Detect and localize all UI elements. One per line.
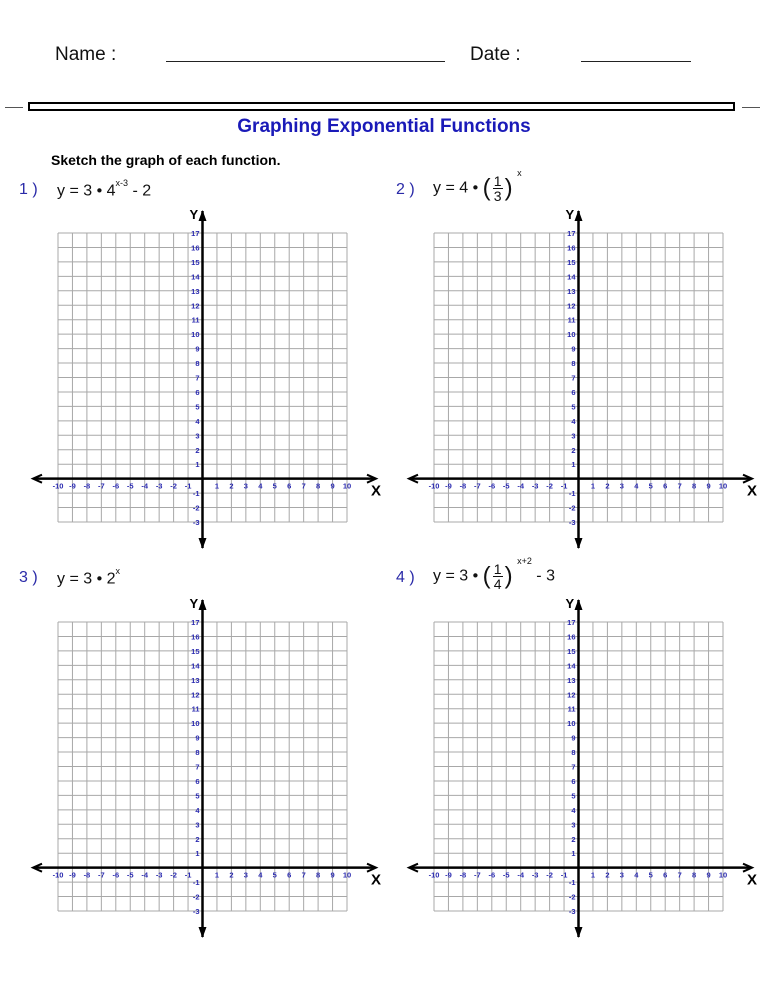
svg-text:9: 9: [330, 481, 335, 491]
svg-text:4: 4: [634, 870, 639, 880]
svg-text:9: 9: [571, 733, 576, 743]
svg-text:1: 1: [214, 870, 220, 880]
svg-text:-2: -2: [192, 892, 200, 902]
svg-text:14: 14: [567, 272, 576, 282]
svg-text:-4: -4: [517, 481, 525, 491]
svg-text:2: 2: [229, 870, 234, 880]
eq-prefix: y = 3 • 2: [57, 570, 116, 588]
svg-text:-10: -10: [52, 870, 64, 880]
svg-text:-3: -3: [192, 907, 200, 916]
worksheet-title: Graphing Exponential Functions: [237, 116, 531, 137]
svg-text:1: 1: [195, 849, 200, 859]
svg-text:7: 7: [571, 762, 576, 772]
svg-text:11: 11: [567, 315, 576, 325]
svg-text:17: 17: [191, 618, 200, 627]
svg-text:-1: -1: [184, 481, 192, 491]
svg-text:3: 3: [195, 820, 200, 830]
svg-text:3: 3: [619, 870, 624, 880]
svg-text:-1: -1: [184, 870, 192, 880]
name-label: Name :: [55, 44, 117, 65]
svg-text:5: 5: [648, 870, 653, 880]
svg-text:-9: -9: [445, 481, 452, 491]
svg-text:7: 7: [677, 870, 682, 880]
svg-text:7: 7: [195, 762, 200, 772]
svg-text:7: 7: [677, 481, 682, 491]
svg-text:9: 9: [706, 481, 711, 491]
svg-text:-7: -7: [474, 481, 481, 491]
svg-text:17: 17: [191, 229, 200, 238]
svg-text:-5: -5: [126, 870, 134, 880]
svg-text:4: 4: [195, 805, 200, 815]
svg-text:7: 7: [301, 870, 306, 880]
svg-text:12: 12: [567, 690, 576, 700]
problem-3-number: 3 ): [19, 569, 38, 586]
svg-text:3: 3: [195, 431, 200, 441]
svg-text:-9: -9: [69, 481, 76, 491]
svg-text:8: 8: [571, 748, 576, 758]
svg-text:17: 17: [567, 618, 576, 627]
y-axis-label: Y: [565, 207, 575, 222]
open-paren: (: [482, 562, 491, 590]
svg-text:7: 7: [301, 481, 306, 491]
svg-text:-3: -3: [568, 518, 576, 527]
frac-numerator: 1: [493, 561, 502, 577]
svg-text:10: 10: [342, 870, 352, 880]
svg-text:-3: -3: [568, 907, 576, 916]
svg-text:8: 8: [195, 359, 200, 369]
x-axis-label: X: [747, 871, 758, 889]
svg-text:-3: -3: [155, 481, 163, 491]
svg-text:5: 5: [571, 402, 576, 412]
svg-text:7: 7: [195, 373, 200, 383]
svg-text:-2: -2: [546, 481, 553, 491]
svg-text:-2: -2: [568, 503, 576, 513]
svg-text:10: 10: [718, 481, 728, 491]
svg-text:-8: -8: [459, 481, 467, 491]
svg-text:-5: -5: [502, 481, 510, 491]
svg-text:6: 6: [195, 387, 200, 397]
svg-text:-3: -3: [531, 481, 539, 491]
svg-text:7: 7: [571, 373, 576, 383]
svg-text:8: 8: [571, 359, 576, 369]
svg-text:15: 15: [567, 646, 576, 656]
frac-denominator: 3: [493, 188, 502, 204]
svg-text:4: 4: [634, 481, 639, 491]
svg-text:16: 16: [191, 632, 200, 642]
svg-text:10: 10: [567, 330, 576, 340]
eq-suffix: - 3: [531, 567, 555, 585]
svg-text:5: 5: [195, 402, 200, 412]
svg-text:-7: -7: [98, 481, 105, 491]
y-axis-up-arrow-icon: [575, 599, 583, 610]
svg-text:13: 13: [567, 286, 576, 296]
svg-text:10: 10: [567, 719, 576, 729]
svg-text:8: 8: [692, 870, 697, 880]
svg-text:-10: -10: [52, 481, 64, 491]
svg-text:10: 10: [718, 870, 728, 880]
svg-text:11: 11: [567, 704, 576, 714]
svg-text:9: 9: [330, 870, 335, 880]
svg-text:6: 6: [195, 776, 200, 786]
y-axis-label: Y: [189, 596, 199, 611]
svg-text:3: 3: [243, 481, 248, 491]
svg-text:13: 13: [191, 675, 200, 685]
x-axis-label: X: [371, 871, 382, 889]
svg-text:-8: -8: [83, 870, 91, 880]
problem-4-number: 4 ): [396, 569, 415, 586]
svg-text:1: 1: [571, 849, 576, 859]
svg-text:-1: -1: [560, 870, 568, 880]
close-paren: ): [504, 174, 513, 202]
svg-text:16: 16: [567, 243, 576, 253]
svg-text:10: 10: [191, 719, 200, 729]
svg-text:3: 3: [243, 870, 248, 880]
svg-text:15: 15: [191, 257, 200, 267]
svg-text:5: 5: [272, 481, 277, 491]
svg-text:-2: -2: [568, 892, 576, 902]
svg-text:6: 6: [287, 481, 292, 491]
svg-text:2: 2: [605, 870, 610, 880]
svg-text:6: 6: [287, 870, 292, 880]
svg-text:8: 8: [316, 481, 321, 491]
svg-text:11: 11: [191, 704, 200, 714]
eq-suffix: - 2: [128, 182, 152, 200]
svg-text:12: 12: [191, 301, 200, 311]
svg-text:-2: -2: [170, 481, 177, 491]
svg-text:16: 16: [191, 243, 200, 253]
svg-text:-2: -2: [192, 503, 200, 513]
svg-text:-10: -10: [428, 481, 440, 491]
svg-text:4: 4: [258, 870, 263, 880]
svg-text:-7: -7: [98, 870, 105, 880]
svg-text:1: 1: [195, 460, 200, 470]
svg-text:-6: -6: [488, 870, 496, 880]
svg-text:-7: -7: [474, 870, 481, 880]
svg-text:-3: -3: [192, 518, 200, 527]
svg-text:5: 5: [195, 791, 200, 801]
svg-text:6: 6: [663, 481, 668, 491]
svg-text:6: 6: [571, 387, 576, 397]
svg-text:-6: -6: [112, 870, 120, 880]
svg-text:9: 9: [195, 733, 200, 743]
svg-text:15: 15: [191, 646, 200, 656]
svg-text:12: 12: [567, 301, 576, 311]
svg-text:-2: -2: [546, 870, 553, 880]
svg-text:11: 11: [191, 315, 200, 325]
svg-text:-6: -6: [488, 481, 496, 491]
svg-text:-1: -1: [560, 481, 568, 491]
close-paren: ): [504, 562, 513, 590]
open-paren: (: [482, 174, 491, 202]
x-axis-label: X: [371, 482, 382, 500]
svg-text:4: 4: [258, 481, 263, 491]
svg-text:3: 3: [619, 481, 624, 491]
svg-text:-2: -2: [170, 870, 177, 880]
eq-exponent: x+2: [517, 556, 532, 567]
svg-text:-5: -5: [502, 870, 510, 880]
svg-text:14: 14: [191, 272, 200, 282]
svg-text:9: 9: [195, 344, 200, 354]
eq-prefix: y = 3 • 4: [57, 182, 116, 200]
svg-text:-3: -3: [531, 870, 539, 880]
svg-text:1: 1: [571, 460, 576, 470]
svg-text:14: 14: [567, 661, 576, 671]
eq-prefix: y = 3 •: [433, 567, 479, 585]
svg-text:8: 8: [692, 481, 697, 491]
x-axis-label: X: [747, 482, 758, 500]
svg-text:6: 6: [571, 776, 576, 786]
svg-text:16: 16: [567, 632, 576, 642]
svg-text:10: 10: [191, 330, 200, 340]
y-axis-label: Y: [565, 596, 575, 611]
svg-text:2: 2: [605, 481, 610, 491]
svg-text:3: 3: [571, 820, 576, 830]
svg-text:5: 5: [571, 791, 576, 801]
problem-1-number: 1 ): [19, 181, 38, 198]
date-label: Date :: [470, 44, 521, 65]
svg-text:9: 9: [571, 344, 576, 354]
frac-denominator: 4: [493, 576, 502, 592]
svg-text:-4: -4: [517, 870, 525, 880]
y-axis-down-arrow-icon: [575, 927, 583, 938]
svg-text:4: 4: [571, 805, 576, 815]
svg-text:2: 2: [571, 834, 576, 844]
svg-text:15: 15: [567, 257, 576, 267]
svg-text:1: 1: [214, 481, 220, 491]
svg-text:-4: -4: [141, 481, 149, 491]
svg-text:2: 2: [571, 445, 576, 455]
svg-text:-1: -1: [568, 489, 576, 499]
svg-text:-3: -3: [155, 870, 163, 880]
frac-numerator: 1: [493, 173, 502, 189]
svg-text:-1: -1: [192, 878, 200, 888]
eq-exponent: x-3: [115, 178, 129, 188]
problem-2-number: 2 ): [396, 181, 415, 198]
svg-text:1: 1: [590, 481, 596, 491]
svg-text:3: 3: [571, 431, 576, 441]
svg-text:-1: -1: [568, 878, 576, 888]
eq-exponent: x: [115, 566, 121, 576]
svg-text:2: 2: [195, 834, 200, 844]
svg-text:13: 13: [567, 675, 576, 685]
svg-text:5: 5: [272, 870, 277, 880]
svg-text:8: 8: [195, 748, 200, 758]
svg-text:-4: -4: [141, 870, 149, 880]
svg-text:-5: -5: [126, 481, 134, 491]
svg-text:1: 1: [590, 870, 596, 880]
svg-text:14: 14: [191, 661, 200, 671]
y-axis-label: Y: [189, 207, 199, 222]
svg-text:6: 6: [663, 870, 668, 880]
svg-text:13: 13: [191, 286, 200, 296]
svg-text:-1: -1: [192, 489, 200, 499]
svg-text:4: 4: [195, 416, 200, 426]
svg-text:17: 17: [567, 229, 576, 238]
eq-exponent: x: [517, 168, 522, 179]
svg-text:-8: -8: [83, 481, 91, 491]
svg-text:-10: -10: [428, 870, 440, 880]
svg-text:-9: -9: [445, 870, 452, 880]
svg-text:8: 8: [316, 870, 321, 880]
svg-text:12: 12: [191, 690, 200, 700]
svg-text:10: 10: [342, 481, 352, 491]
svg-text:2: 2: [229, 481, 234, 491]
eq-prefix: y = 4 •: [433, 179, 479, 197]
instructions: Sketch the graph of each function.: [51, 152, 281, 168]
svg-text:9: 9: [706, 870, 711, 880]
svg-text:4: 4: [571, 416, 576, 426]
svg-text:-9: -9: [69, 870, 76, 880]
svg-text:-8: -8: [459, 870, 467, 880]
svg-text:-6: -6: [112, 481, 120, 491]
svg-text:2: 2: [195, 445, 200, 455]
svg-text:5: 5: [648, 481, 653, 491]
